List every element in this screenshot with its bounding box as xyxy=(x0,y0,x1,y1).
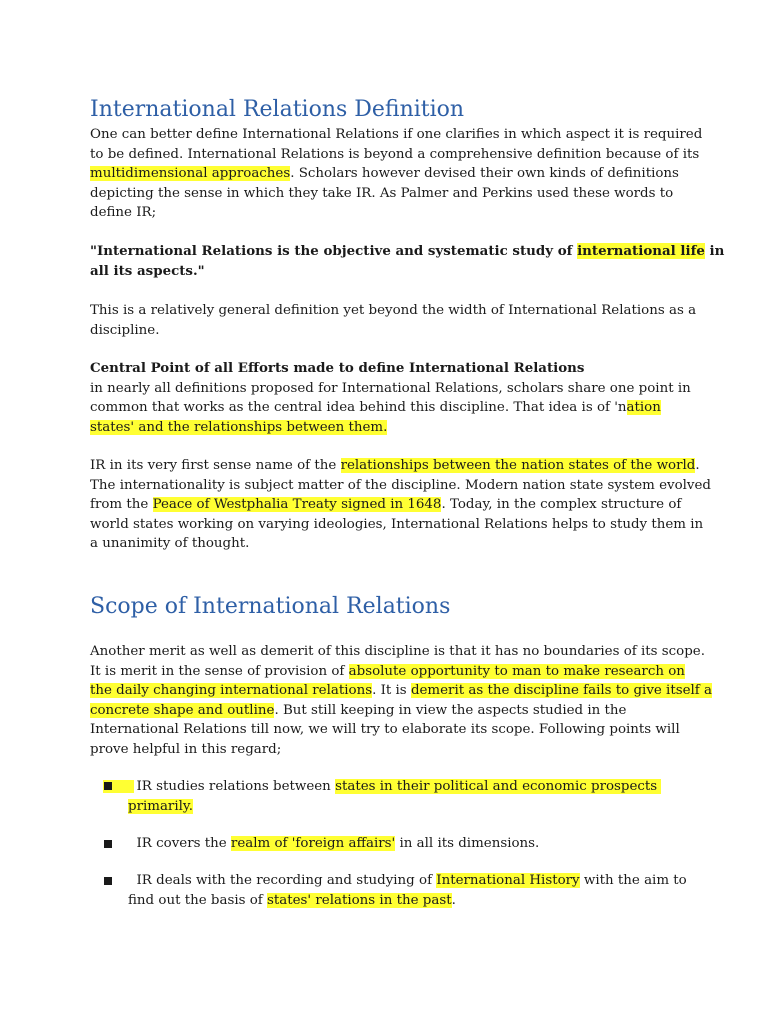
text-run: . It is xyxy=(372,683,411,699)
section-title-scope: Scope of International Relations xyxy=(90,594,451,619)
text-line: a unanimity of thought. xyxy=(90,536,250,552)
text-run: common that works as the central idea behind this discipline. That idea is of 'n xyxy=(90,400,627,416)
text-line: all its aspects." xyxy=(90,262,205,279)
text-run: . Today, in the complex structure of xyxy=(441,497,682,513)
list-item xyxy=(128,777,728,816)
text-line: This is a relatively general definition yet beyond the width of International Relations as a xyxy=(90,303,697,318)
text-line xyxy=(90,242,725,262)
highlight: Peace of Westphalia Treaty signed in 1648 xyxy=(152,497,442,513)
text-line: International Relations till now, we will try to elaborate its scope. Following points will xyxy=(90,722,680,738)
text-line: One can better define International Relations if one clarifies in which aspect it is required xyxy=(90,127,703,142)
text-line: define IR; xyxy=(90,205,157,221)
highlight: demerit as the discipline fails to give itself a xyxy=(410,683,712,699)
highlight: states' and the relationships between them. xyxy=(90,419,388,435)
highlight: International History xyxy=(436,873,580,888)
text-line xyxy=(90,495,690,515)
central-point-section xyxy=(90,359,690,437)
text-run: IR in its very first sense name of the xyxy=(90,458,341,473)
text-run: with the aim to xyxy=(579,873,687,888)
text-line: depicting the sense in which they take IR. As Palmer and Perkins used these words to xyxy=(90,185,674,201)
ir-sense-paragraph xyxy=(90,456,711,554)
text-line xyxy=(90,701,690,721)
list-item xyxy=(128,834,728,854)
text-line: discipline. xyxy=(90,322,160,338)
text-run: It is merit in the sense of provision of xyxy=(90,663,349,679)
text-run: IR covers the xyxy=(128,836,231,851)
text-run: . xyxy=(695,458,700,473)
text-run: . xyxy=(451,892,456,908)
highlight: multidimensional approaches xyxy=(90,166,291,182)
highlight: states' relations in the past xyxy=(267,892,452,908)
highlight: ation xyxy=(626,400,661,416)
highlight: absolute opportunity to man to make research on xyxy=(348,663,685,679)
text-run: . Scholars however devised their own kinds of definitions xyxy=(290,166,679,182)
text-line: to be defined. International Relations is beyond a comprehensive definition because of its xyxy=(90,146,700,162)
text-line: prove helpful in this regard; xyxy=(90,741,282,757)
text-line xyxy=(90,398,690,418)
central-point-heading: Central Point of all Efforts made to define International Relations xyxy=(90,360,585,376)
text-line xyxy=(128,891,728,911)
text-run: IR deals with the recording and studying of xyxy=(128,873,437,888)
highlight: primarily. xyxy=(128,798,193,814)
highlight: concrete shape and outline xyxy=(90,702,275,718)
scope-paragraph xyxy=(90,642,712,760)
text-line: The internationality is subject matter of the discipline. Modern nation state system evolved xyxy=(90,477,711,493)
highlight: international life xyxy=(577,243,705,259)
text-run: in all its dimensions. xyxy=(395,836,540,851)
text-line xyxy=(128,797,728,817)
definition-paragraph xyxy=(90,125,703,223)
text-run: "International Relations is the objective and systematic study of xyxy=(90,243,578,259)
text-line xyxy=(128,777,728,797)
text-line: Another merit as well as demerit of this discipline is that it has no boundaries of its scope. xyxy=(90,644,705,659)
text-run: IR studies relations between xyxy=(128,779,336,794)
text-run: from the xyxy=(90,497,153,513)
definition-quote xyxy=(90,242,725,281)
general-definition-paragraph xyxy=(90,301,697,340)
highlight: realm of 'foreign affairs' xyxy=(230,836,396,851)
text-line xyxy=(90,681,712,701)
text-line: in nearly all definitions proposed for International Relations, scholars share one point in xyxy=(90,380,691,396)
text-line: world states working on varying ideologies, International Relations helps to study them in xyxy=(90,516,704,532)
highlight: relationships between the nation states of the world xyxy=(340,458,696,473)
text-line xyxy=(90,662,690,682)
bullet-square-icon xyxy=(104,877,112,885)
text-line xyxy=(90,418,690,438)
text-run: in xyxy=(704,243,725,259)
highlight: the daily changing international relations xyxy=(90,683,373,699)
text-line xyxy=(90,456,700,476)
section-title-definition: International Relations Definition xyxy=(90,97,465,122)
bullet-square-icon xyxy=(104,840,112,848)
text-line xyxy=(128,871,728,891)
highlight: states in their political and economic prospects xyxy=(335,779,662,794)
text-run: . But still keeping in view the aspects studied in the xyxy=(274,702,627,718)
text-line xyxy=(128,834,728,854)
text-line xyxy=(90,164,690,184)
text-run: find out the basis of xyxy=(128,892,268,908)
list-item xyxy=(128,871,728,910)
